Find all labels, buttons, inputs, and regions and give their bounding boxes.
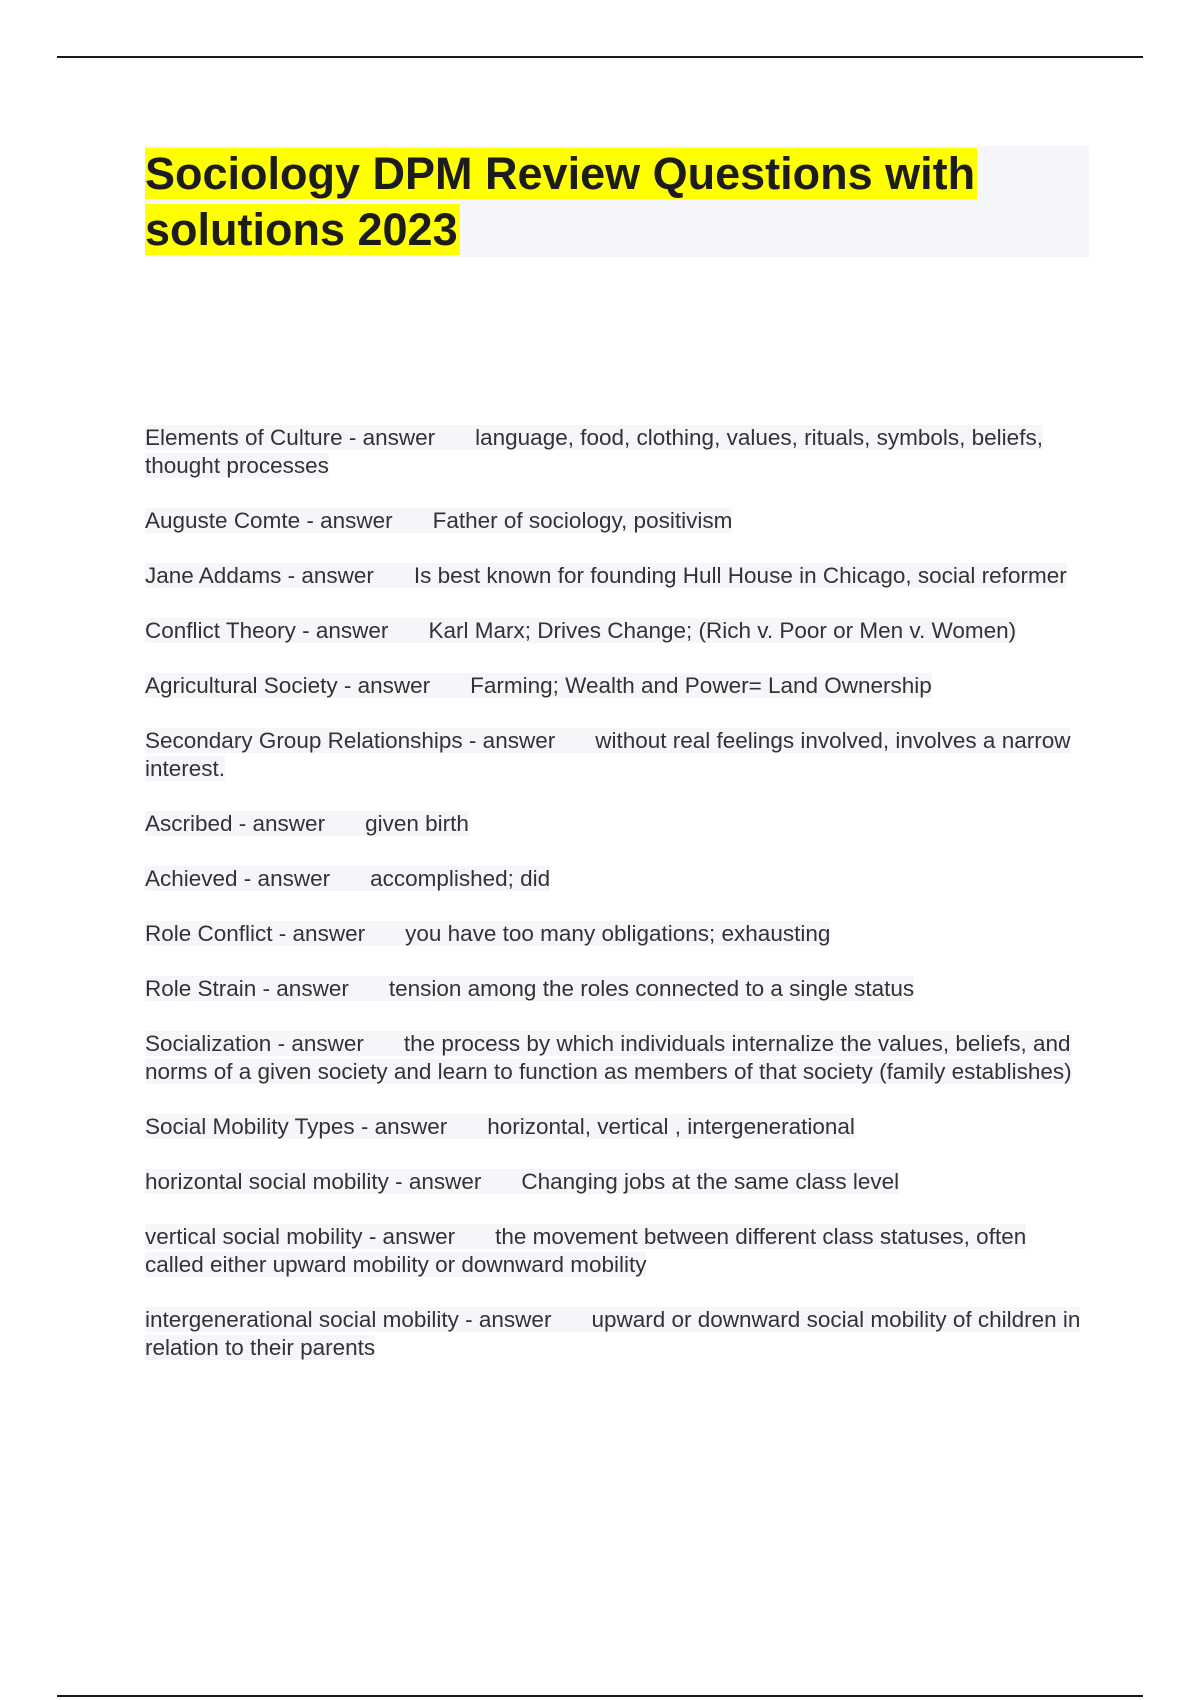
qa-answer: the movement between different class statuses, often called either upward mobility or downward mobility xyxy=(145,1224,1027,1277)
qa-answer: you have too many obligations; exhausting xyxy=(405,921,831,946)
qa-item xyxy=(145,1113,1090,1141)
qa-item xyxy=(145,810,1090,838)
qa-term: vertical social mobility - answer xyxy=(145,1224,456,1249)
qa-item xyxy=(145,1223,1090,1279)
qa-term: Agricultural Society - answer xyxy=(145,673,431,698)
qa-term: Role Strain - answer xyxy=(145,976,349,1001)
qa-item xyxy=(145,920,1090,948)
qa-term: Conflict Theory - answer xyxy=(145,618,389,643)
top-rule xyxy=(57,56,1143,58)
qa-item xyxy=(145,727,1090,783)
qa-answer: Is best known for founding Hull House in Chicago, social reformer xyxy=(413,563,1067,588)
qa-item xyxy=(145,1168,1090,1196)
qa-answer: upward or downward social mobility of children in relation to their parents xyxy=(145,1307,1081,1360)
qa-item xyxy=(145,975,1090,1003)
qa-answer: language, food, clothing, values, rituals, symbols, beliefs, thought processes xyxy=(145,425,1043,478)
qa-item xyxy=(145,617,1090,645)
qa-answer: Changing jobs at the same class level xyxy=(521,1169,900,1194)
qa-term: Secondary Group Relationships - answer xyxy=(145,728,556,753)
qa-item xyxy=(145,562,1090,590)
qa-term: intergenerational social mobility - answer xyxy=(145,1307,552,1332)
qa-item xyxy=(145,672,1090,700)
qa-term: Socialization - answer xyxy=(145,1031,364,1056)
qa-term: horizontal social mobility - answer xyxy=(145,1169,482,1194)
qa-term: Achieved - answer xyxy=(145,866,331,891)
qa-answer: Farming; Wealth and Power= Land Ownership xyxy=(470,673,932,698)
qa-answer: without real feelings involved, involves a narrow interest. xyxy=(145,728,1071,781)
qa-term: Social Mobility Types - answer xyxy=(145,1114,448,1139)
qa-item xyxy=(145,507,1090,535)
qa-term: Elements of Culture - answer xyxy=(145,425,436,450)
qa-answer: the process by which individuals internalize the values, beliefs, and norms of a given society and learn to function as members of that society (family establishes) xyxy=(145,1031,1072,1084)
qa-item xyxy=(145,865,1090,893)
qa-term: Role Conflict - answer xyxy=(145,921,366,946)
qa-answer: Father of sociology, positivism xyxy=(432,508,733,533)
qa-term: Jane Addams - answer xyxy=(145,563,374,588)
qa-answer: accomplished; did xyxy=(370,866,551,891)
qa-answer: tension among the roles connected to a single status xyxy=(388,976,915,1001)
title-block xyxy=(145,146,1089,257)
qa-item xyxy=(145,1030,1090,1086)
page-title-text: Sociology DPM Review Questions with solutions 2023 xyxy=(145,148,976,255)
page-title xyxy=(145,146,1089,258)
qa-answer: Karl Marx; Drives Change; (Rich v. Poor or Men v. Women) xyxy=(428,618,1017,643)
qa-answer: horizontal, vertical , intergenerational xyxy=(487,1114,855,1139)
qa-item xyxy=(145,1306,1090,1362)
qa-item xyxy=(145,424,1090,480)
qa-term: Ascribed - answer xyxy=(145,811,326,836)
qa-term: Auguste Comte - answer xyxy=(145,508,393,533)
bottom-rule xyxy=(57,1695,1143,1697)
qa-answer: given birth xyxy=(365,811,469,836)
qa-list xyxy=(145,424,1090,1389)
